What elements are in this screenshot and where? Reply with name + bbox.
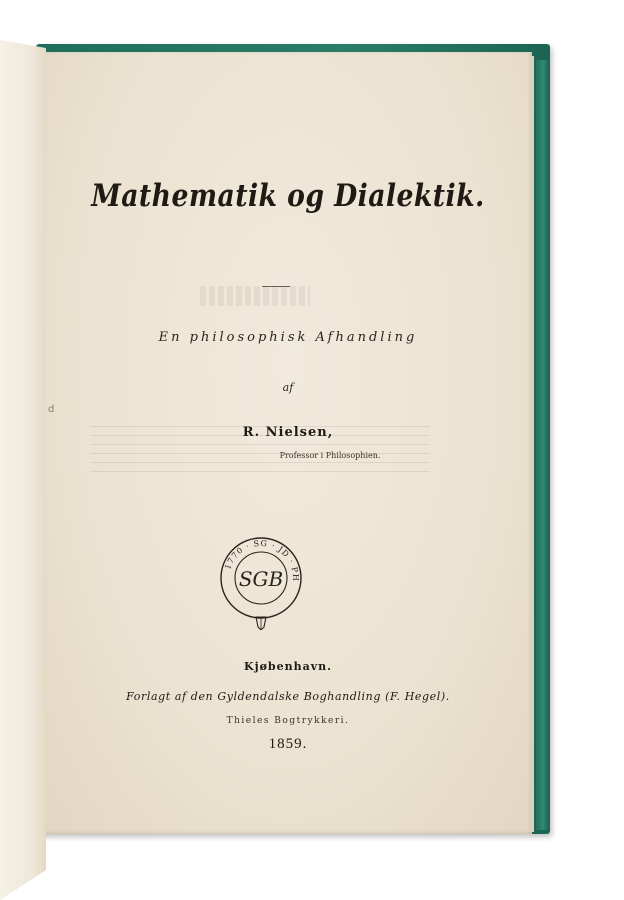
- stamp-monogram: SGB: [238, 567, 284, 591]
- book-title: Mathematik og Dialektik.: [91, 178, 485, 214]
- imprint-publisher: Forlagt af den Gyldendalske Boghandling (F. Hegel).: [126, 690, 450, 703]
- author-role: Professor i Philosophien.: [279, 451, 381, 460]
- cover-spine-edge: [536, 60, 550, 830]
- imprint-city: Kjøbenhavn.: [244, 660, 332, 673]
- library-stamp-icon: [216, 530, 306, 630]
- by-line: af: [282, 381, 294, 394]
- front-flyleaf: [0, 40, 46, 900]
- imprint-year: 1859.: [268, 736, 308, 752]
- book-subtitle: En philosophisk Afhandling: [158, 330, 418, 345]
- title-rule: [262, 286, 290, 287]
- bleed-through-heading: [200, 286, 310, 306]
- margin-pencil-mark: d: [48, 404, 55, 415]
- author-name: R. Nielsen,: [242, 425, 334, 440]
- imprint-printer: Thieles Bogtrykkeri.: [226, 716, 350, 726]
- stamp-ring-text: 1770 · SG · JD · PH: [223, 538, 301, 582]
